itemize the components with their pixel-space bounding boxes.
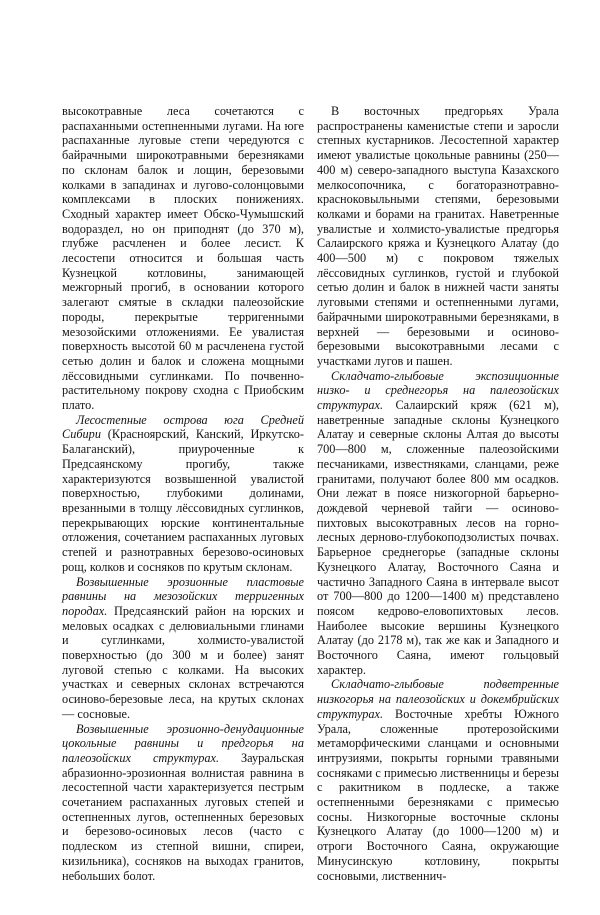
- right-column: [317, 104, 559, 883]
- paragraph-heading: Складчато-глыбовые подветренные низкогорья на палеозойских и докембрийских структурах.: [317, 677, 559, 721]
- paragraph-text: высокотравные леса сочетаются с распаханными остепненными лугами. На юге распаханные луговые степи чередуются с байрачными широкотравными березняками по склонам балок и лощин, березовыми колками в западинах и лугово-солонцовыми комплексами в плоских понижениях. Сходный характер имеет Обско-Чумышский водораздел, но он приподнят (до 370 м), глубже расчленен и более лесист. К лесостепи относится и большая часть Кузнецкой котловины, занимающей межгорный прогиб, в основании которого залегают смятые в складки палеозойские породы, перекрытые терригенными мезозойскими отложениями. Ее увалистая поверхность высотой 60 м расчленена густой сетью долин и балок и сложена мощными лёссовидными суглинками. По почвенно-растительному покрову сходна с Приобским плато.: [62, 104, 304, 413]
- paragraph: [62, 722, 304, 884]
- paragraph-text: Предсаянский район на юрских и меловых осадках с делювиальными глинами и суглинками, холмисто-увалистой поверхностью (до 300 м и более) занят луговой степью с колками. На высоких участках и северных склонах встречаются осиново-березовые леса, на крутых склонах — сосновые.: [62, 603, 304, 721]
- paragraph-heading: Возвышенные эрозионно-денудационные цокольные равнины и предгорья на палеозойских структурах.: [62, 721, 304, 765]
- paragraph: [317, 104, 559, 369]
- paragraph-text: В восточных предгорьях Урала распространены каменистые степи и заросли степных кустарников. Лесостепной характер имеют увалистые цокольные равнины (250—400 м) северо-западного выступа Казахского мелкосопочника, с богаторазнотравно-красноковыльными степями, березовыми колками и борами на гранитах. Наветренные увалистые и холмисто-увалистые предгорья Салаирского кряжа и Кузнецкого Алатау (до 400—500 м) с покровом тяжелых лёссовидных суглинков, густой и глубокой сетью долин и балок в нижней части заняты луговыми степями и остепненными лугами, байрачными широкотравными березняками, в верхней — березовыми и осиново-березовыми высокотравными лесами с участками лугов и пашен.: [317, 104, 559, 368]
- paragraph-text: Салаирский кряж (621 м), наветренные западные склоны Кузнецкого Алатау и северные склоны Алтая до высоты 700—800 м, сложенные палеозойскими песчаниками, известняками, сланцами, реже гранитами, получают более 800 мм осадков. Они лежат в поясе низкогорной барьерно-дождевой черневой тайги — осиново-пихтовых высокотравных лесов на горно-лесных дерново-глубокоподзолистых почвах. Барьерное среднегорье (западные склоны Кузнецкого Алатау, Восточного Саяна и частично Западного Саяна в интервале высот от 700—800 до 1200—1400 м) представлено поясом кедрово-еловопихтовых лесов. Наиболее высокие вершины Кузнецкого Алатау (до 2178 м), так же как и Западного и Восточного Саяна, имеют гольцовый характер.: [317, 398, 559, 677]
- paragraph: [317, 369, 559, 678]
- left-column: [62, 104, 304, 883]
- paragraph-heading: Складчато-глыбовые экспозиционные низко- и среднегорья на палеозойских структурах.: [317, 368, 559, 413]
- paragraph: [62, 413, 304, 575]
- paragraph-continued: [62, 104, 304, 413]
- paragraph-text: Восточные хребты Южного Урала, сложенные протерозойскими метаморфическими сланцами и основными интрузиями, покрыты горными травяными сосняками с примесью лиственницы и березы с ракитником в подлеске, а также остепненными березняками с примесью сосны. Низкогорные восточные склоны Кузнецкого Алатау (до 1000—1200 м) и отроги Восточного Саяна, окружающие Минусинскую котловину, покрыты сосновыми, лиственнич-: [317, 706, 559, 883]
- paragraph: [317, 677, 559, 883]
- paragraph-text: Зауральская абразионно-эрозионная волнистая равнина в лесостепной части характеризуется пестрым сочетанием распаханных луговых степей и остепненных лугов, остепненных березовых и березово-осиновых лесов (часто с подлеском из степной вишни, спиреи, кизильника), сосняков на выходах гранитов, небольших болот.: [62, 750, 304, 883]
- paragraph: [62, 575, 304, 722]
- paragraph-heading: Возвышенные эрозионные пластовые равнины на мезозойских терригенных породах.: [62, 574, 304, 618]
- paragraph-heading: Лесостепные острова юга Средней Сибири: [62, 412, 304, 442]
- paragraph-text: (Красноярский, Канский, Иркутско-Балаганский), приуроченные к Предсаянскому прогибу, также характеризуются возвышенной увалистой поверхностью, глубокими долинами, врезанными в толщу лёссовидных суглинков, перекрывающих юрские континентальные отложения, сочетанием распаханных луговых степей и разнотравных березово-осиновых рощ, колков и сосняков по крутым склонам.: [62, 427, 304, 574]
